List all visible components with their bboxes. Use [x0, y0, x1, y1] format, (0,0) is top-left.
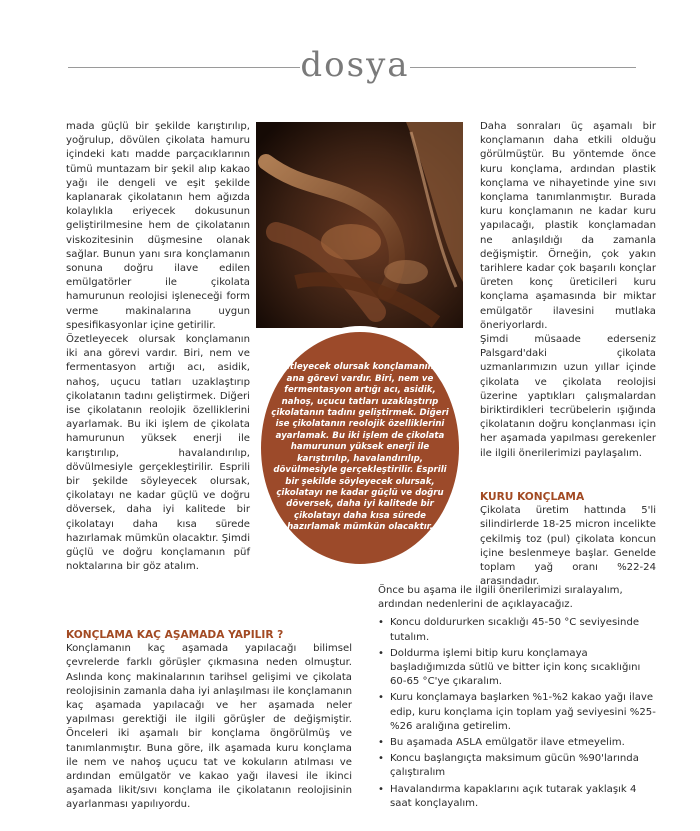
recommendation-list	[378, 616, 658, 811]
section-title: dosya	[300, 45, 410, 85]
left-paragraph-1: mada güçlü bir şekilde karıştırılıp, yoğrulup, dövülen çikolata hamuru içindeki katı madde parçacıklarının tümü muntazam bir şekil alıp kakao yağı ile dengeli ve eşit şekilde kaplanarak çikolatanın hem ağızda kolaylıkla eriyecek dokusunun geliştirilmesine hem de çikolatanın viskozitesinin düşmesine olanak sağlar. Bunun yanı sıra konçlamanın sonuna doğru ilave edilen emülgatörler ile çikolata hamurunun reolojisi işleneceği form verme makinalarına uygun spesifikasyonlar içine getirilir.	[66, 121, 250, 331]
left-paragraph-2: Özetleyecek olursak konçlamanın iki ana görevi vardır. Biri, nem ve fermentasyon artığı acı, asidik, nahoş, uçucu tatları uzaklaştırıp çikolatanın tadını geliştirmek. Diğeri ise çikolatanın reolojik özelliklerini ayarlamak. Bu iki işlem de çikolata hamurunun yüksek enerji ile karıştırılıp, havalandırılıp, dövülmesiyle gerçekleştirilir. Esprili bir şekilde söyleyecek olursak, çikolatayı ne kadar güçlü ve doğru döversek, daha iyi kalitede bir çikolatayı daha kısa sürede hazırlamak mümkün olacaktır. Şimdi güçlü ve doğru konçlamanın püf noktalarına bir göz atalım.	[66, 334, 250, 573]
dry-conching-intro: Çikolata üretim hattında 5'li silindirlerde 18-25 micron incelikte çekilmiş toz (pul) çikolata koncun içine beslenmeye başlar. Genelde toplam yağ oranı %22-24 arasındadır.	[480, 505, 656, 588]
pull-quote-circle	[255, 326, 465, 570]
list-item: • Havalandırma kapaklarını açık tutarak yaklaşık 4 saat konçlayalım.	[378, 783, 658, 811]
pull-quote-text: Özetleyecek olursak konçlamanın iki ana görevi vardır. Biri, nem ve fermentasyon artığı acı, asidik, nahoş, uçucu tatları uzaklaştırıp çikolatanın tadını geliştirmek. Diğeri ise çikolatanın reolojik özelliklerini ayarlamak. Bu iki işlem de çikolata hamurunun yüksek enerji ile karıştırılıp, havalandırılıp, dövülmesiyle gerçekleştirilir. Esprili bir şekilde söyleyecek olursak, çikolatayı ne kadar güçlü ve doğru döversek, daha iyi kalitede bir çikolatayı daha kısa sürede hazırlamak mümkün olacaktır.	[271, 362, 449, 533]
right-paragraph-2: Şimdi müsaade ederseniz Palsgard'daki çikolata uzmanlarımızın uzun yıllar içinde çikolata ve çikolata reolojisi üzerine yaptıkları çalışmalardan biriktirdikleri tecrübelerin ışığında çikolatanın doğru konçlanması için her aşamada yapılması gerekenler ile ilgili önerilerimizi paylaşalım.	[480, 334, 656, 459]
list-item: • Koncu başlangıçta maksimum gücün %90'larında çalıştıralım	[378, 752, 658, 780]
section-heading-dry-conching: KURU KONÇLAMA	[480, 491, 585, 503]
header-rule-left	[68, 67, 300, 68]
left-column-top	[66, 120, 250, 575]
right-paragraph-1: Daha sonraları üç aşamalı bir konçlamanın daha etkili olduğu görülmüştür. Bu yöntemde önce kuru konçlama, ardından plastik konçlama ve nihayetinde yine sıvı konçlama tanımlanmıştır. Burada kuru konçlamanın ne kadar kuru yapılacağı, plastik konçlamadan ne anlaşıldığı da zamanla değişmiştir. Örneğin, çok yakın tarihlere kadar çok başarılı konçlar üreten konç üreticileri kuru konçlama aşamasında bir miktar emülgatör ilavesini mutlaka öneriyorlardı.	[480, 121, 656, 331]
header-rule-right	[410, 67, 636, 68]
dry-conching-lead: Önce bu aşama ile ilgili önerilerimizi sıralayalım, ardından nedenlerini de açıklayacağız.	[378, 585, 623, 611]
chocolate-conche-photo	[256, 122, 463, 328]
right-column-bullets	[378, 584, 658, 813]
chocolate-photo-illustration	[256, 122, 463, 328]
left-column-bottom	[66, 628, 352, 813]
section-stages-text: Konçlamanın kaç aşamada yapılacağı bilimsel çevrelerde farklı görüşler çıkmasına neden olmuştur. Aslında konç makinalarının tarihsel gelişimi ve çikolata reolojisinin zamanla daha iyi anlaşılması ile konçlamanın kaç aşamada yapılacağı ve her aşamada neler yapılması gerektiği ile ilgili görüşler de değişmiştir. Önceleri iki aşamalı bir konçlama öngörülmüş ve tanımlanmıştır. Buna göre, ilk aşamada kuru konçlama ile nem ve nahoş uçucu tat ve kokuların atılması ve ardından emülgatör ve kakao yağı ilavesi ile ikinci aşamada likit/sıvı konçlama ile çikolatanın reolojisinin ayarlanması yapılıyordu.	[66, 643, 353, 811]
list-item: • Bu aşamada ASLA emülgatör ilave etmeyelim.	[378, 736, 658, 750]
right-column	[480, 120, 656, 461]
list-item: • Doldurma işlemi bitip kuru konçlamaya başladığımızda sütlü ve bitter için konç sıcaklığını 60-65 °C'ye çıkaralım.	[378, 647, 658, 690]
list-item: • Kuru konçlamaya başlarken %1-%2 kakao yağı ilave edip, kuru konçlama için toplam yağ seviyesini %25-%26 aralığına getirelim.	[378, 691, 658, 734]
list-item: • Koncu doldururken sıcaklığı 45-50 °C seviyesinde tutalım.	[378, 616, 658, 644]
right-column-lower	[480, 490, 656, 589]
section-heading-stages: KONÇLAMA KAÇ AŞAMADA YAPILIR ?	[66, 629, 284, 641]
